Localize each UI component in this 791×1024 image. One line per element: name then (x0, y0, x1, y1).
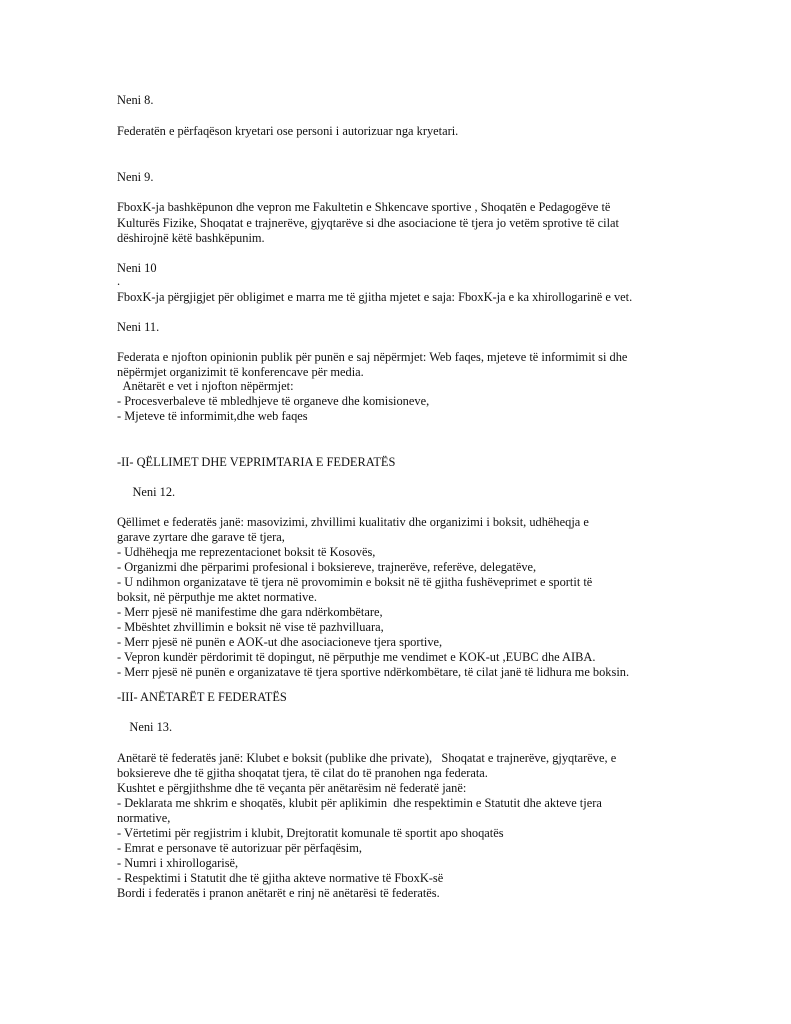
list-item: - Merr pjesë në punën e AOK-ut dhe asociacioneve tjera sportive, (117, 635, 443, 649)
paragraph-line: Bordi i federatës i pranon anëtarët e rinj në anëtarësi të federatës. (117, 886, 440, 900)
article-heading: Neni 9. (117, 170, 154, 184)
paragraph-line: dëshirojnë këtë bashkëpunim. (117, 231, 265, 245)
article-heading: Neni 10 (117, 261, 157, 275)
paragraph-line: Federatën e përfaqëson kryetari ose personi i autorizuar nga kryetari. (117, 124, 459, 138)
paragraph-line: Federata e njofton opinionin publik për punën e saj nëpërmjet: Web faqes, mjeteve të informimit si dhe (117, 350, 628, 364)
list-item: - Deklarata me shkrim e shoqatës, klubit për aplikimin dhe respektimin e Statutit dhe akteve tjera (117, 796, 602, 810)
paragraph-line: Kushtet e përgjithshme dhe të veçanta për anëtarësim në federatë janë: (117, 781, 467, 795)
list-item: - Mbështet zhvillimin e boksit në vise të pazhvilluara, (117, 620, 384, 634)
list-item: - Respektimi i Statutit dhe të gjitha akteve normative të FboxK-së (117, 871, 444, 885)
article-heading: Neni 12. (117, 485, 176, 499)
list-item: - Merr pjesë në punën e organizatave të tjera sportive ndërkombëtare, të cilat janë të lidhura me boksin. (117, 665, 630, 679)
article-heading: Neni 8. (117, 93, 154, 107)
list-item: - Numri i xhirollogarisë, (117, 856, 239, 870)
list-item: - Mjeteve të informimit,dhe web faqes (117, 409, 308, 423)
paragraph-line: Anëtarët e vet i njofton nëpërmjet: (117, 379, 294, 393)
list-item: - Procesverbaleve të mbledhjeve të organeve dhe komisioneve, (117, 394, 430, 408)
paragraph-line: FboxK-ja përgjigjet për obligimet e marra me të gjitha mjetet e saja: FboxK-ja e ka xhirollogarinë e vet. (117, 290, 633, 304)
list-item: - U ndihmon organizatave të tjera në provomimin e boksit në të gjitha fushëveprimet e sportit të (117, 575, 593, 589)
paragraph-line: nëpërmjet organizimit të konferencave për media. (117, 365, 364, 379)
list-item: - Organizmi dhe përparimi profesional i boksiereve, trajnerëve, referëve, delegatëve, (117, 560, 537, 574)
list-item: - Merr pjesë në manifestime dhe gara ndërkombëtare, (117, 605, 383, 619)
article-heading: Neni 11. (117, 320, 160, 334)
list-item: - Udhëheqja me reprezentacionet boksit të Kosovës, (117, 545, 376, 559)
list-item: - Vërtetimi për regjistrim i klubit, Drejtoratit komunale të sportit apo shoqatës (117, 826, 504, 840)
paragraph-line: . (117, 274, 121, 288)
section-heading: -II- QËLLIMET DHE VEPRIMTARIA E FEDERATËS (117, 455, 396, 469)
paragraph-line: FboxK-ja bashkëpunon dhe vepron me Fakultetin e Shkencave sportive , Shoqatën e Pedagogëve të (117, 200, 611, 214)
paragraph-line: garave zyrtare dhe garave të tjera, (117, 530, 285, 544)
paragraph-line: boksiereve dhe të gjitha shoqatat tjera, të cilat do të pranohen nga federata. (117, 766, 488, 780)
section-heading: -III- ANËTARËT E FEDERATËS (117, 690, 287, 704)
list-item: - Vepron kundër përdorimit të dopingut, në përputhje me vendimet e KOK-ut ,EUBC dhe AIBA. (117, 650, 596, 664)
list-item: - Emrat e personave të autorizuar për përfaqësim, (117, 841, 362, 855)
list-item: normative, (117, 811, 171, 825)
paragraph-line: Anëtarë të federatës janë: Klubet e boksit (publike dhe private), Shoqatat e trajnerëve, gjyqtarëve, e (117, 751, 617, 765)
paragraph-line: Kulturës Fizike, Shoqatat e trajnerëve, gjyqtarëve si dhe asociacione të tjera jo vetëm sprotive të cilat (117, 216, 619, 230)
paragraph-line: Qëllimet e federatës janë: masovizimi, zhvillimi kualitativ dhe organizimi i boksit, udhëheqja e (117, 515, 589, 529)
article-heading: Neni 13. (117, 720, 173, 734)
list-item: boksit, në përputhje me aktet normative. (117, 590, 317, 604)
